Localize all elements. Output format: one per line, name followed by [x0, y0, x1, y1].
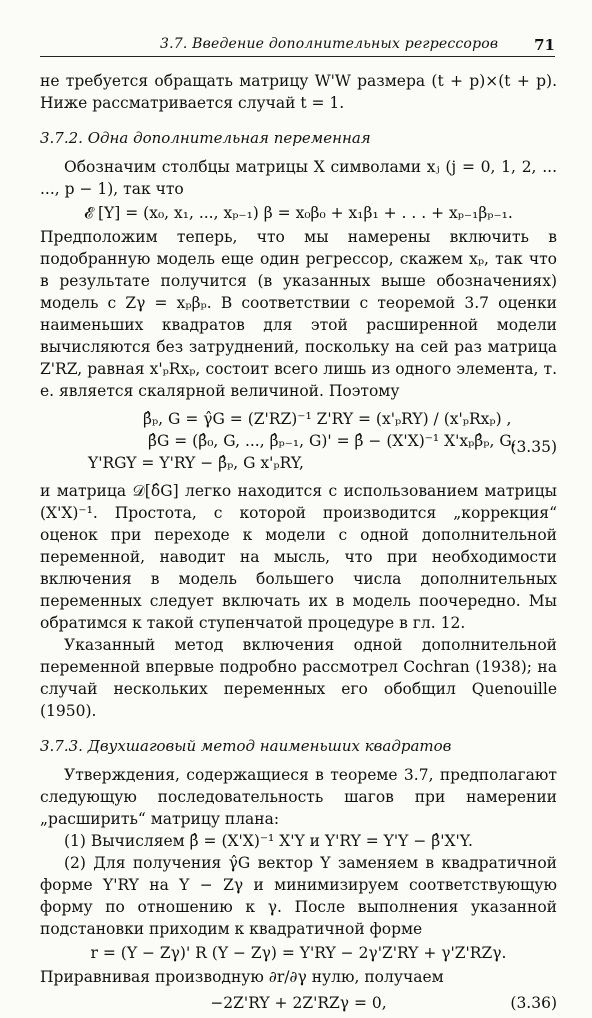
expectation-equation: 𝓔 [Y] = (x₀, x₁, ..., xₚ₋₁) β = x₀β₀ + x₁β₁ + . . . + xₚ₋₁βₚ₋₁.: [84, 204, 513, 222]
eq-3-35-line2: β̂G = (β̂₀, G, ..., β̂ₚ₋₁, G)' = β̂ − (X'X)⁻¹ X'xₚβ̂ₚ, G,: [148, 432, 517, 450]
section-heading-3-7-3: 3.7.3. Двухшаговый метод наименьших квадратов: [40, 737, 452, 755]
equation-block-3-35: [40, 408, 557, 474]
equation-number-3-36: (3.36): [510, 994, 557, 1012]
header-title: 3.7. Введение дополнительных регрессоров: [160, 36, 499, 52]
method-paragraph: Указанный метод включения одной дополнительной переменной впервые подробно рассмотрел Cochran (1938); на случай нескольких переменных его обобщил Quenouille (1950).: [40, 636, 557, 720]
section-heading-3-7-2: 3.7.2. Одна дополнительная переменная: [40, 129, 371, 147]
intro-paragraph: не требуется обращать матрицу W'W размера (t + p)×(t + p). Ниже рассматривается случай t = 1.: [40, 72, 557, 112]
definition-paragraph: Обозначим столбцы матрицы X символами xⱼ (j = 0, 1, 2, ... ..., p − 1), так что: [40, 158, 557, 198]
running-header: [40, 30, 555, 57]
matrix-paragraph: и матрица 𝒟[δ̂G] легко находится с использованием матрицы (X'X)⁻¹. Простота, с которой производится „коррекция“ оценок при переходе к модели с одной дополнительной переменной, наводит на мысль, что при необходимости включения в модель большего числа дополнительных переменных следует включать их в модель поочередно. Мы обратимся к такой ступенчатой процедуре в гл. 12.: [40, 482, 557, 632]
claims-paragraph: Утверждения, содержащиеся в теореме 3.7, предполагают следующую последовательность шагов при намерении „расширить“ матрицу плана:: [40, 766, 557, 828]
eq-3-35-line1: β̂ₚ, G = γ̂G = (Z'RZ)⁻¹ Z'RY = (x'ₚRY) / (x'ₚRxₚ) ,: [143, 410, 512, 428]
equate-paragraph: Приравнивая производную ∂r/∂γ нулю, получаем: [40, 968, 444, 986]
equation-number-3-35: (3.35): [510, 438, 557, 456]
suppose-paragraph: Предположим теперь, что мы намерены включить в подобранную модель еще один регрессор, скажем xₚ, так что в результате получится (в указанных выше обозначениях) модель с Zγ = xₚβₚ. В соответствии с теоремой 3.7 оценки наименьших квадратов для этой расширенной модели вычисляются без затруднений, поскольку на сей раз матрица Z'RZ, равная x'ₚRxₚ, состоит всего лишь из одного элемента, т. е. является скалярной величиной. Поэтому: [40, 228, 557, 400]
eq-3-36-text: −2Z'RY + 2Z'RZγ = 0,: [210, 994, 387, 1012]
equation-3-36: [40, 992, 557, 1014]
step-1: (1) Вычисляем β̂ = (X'X)⁻¹ X'Y и Y'RY = Y'Y − β̂'X'Y.: [64, 832, 473, 850]
step-2: (2) Для получения γ̂G вектор Y заменяем в квадратичной форме Y'RY на Y − Zγ и минимизируем соответствующую форму по отношению к γ. После выполнения указанной подстановки приходим к квадратичной форме: [40, 854, 557, 938]
page-body: [40, 70, 557, 1018]
page-number: 71: [534, 36, 555, 54]
quadratic-form-equation: r = (Y − Zγ)' R (Y − Zγ) = Y'RY − 2γ'Z'RY + γ'Z'RZγ.: [90, 944, 507, 962]
eq-3-35-line3: Y'RGY = Y'RY − β̂ₚ, G x'ₚRY,: [88, 454, 304, 472]
